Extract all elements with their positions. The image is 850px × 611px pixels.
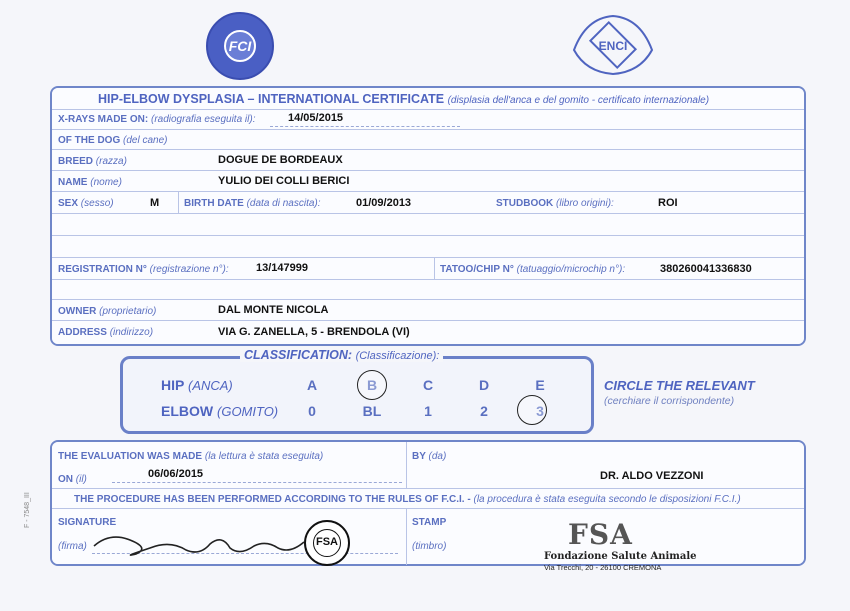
- elbow-grade-3: 3: [536, 403, 544, 419]
- xray-label: X-RAYS MADE ON: (radiografia eseguita il):: [58, 114, 256, 125]
- procedure-row: THE PROCEDURE HAS BEEN PERFORMED ACCORDING TO THE RULES OF F.C.I. - (la procedura è stata eseguita secondo le disposizioni F.C.I.): [52, 488, 804, 508]
- elbow-grade-0: 0: [308, 403, 316, 419]
- handwritten-signature: [90, 526, 310, 562]
- fsa-address: Via Trecchi, 20 - 26100 CREMONA: [544, 563, 662, 572]
- circle-note: CIRCLE THE RELEVANT: [604, 378, 755, 393]
- hip-grade-c: C: [422, 377, 434, 393]
- elbow-grade-2: 2: [480, 403, 488, 419]
- registration-row: REGISTRATION N° (registrazione n°): 13/147999 TATOO/CHIP N° (tatuaggio/microchip n°): 380260041336830: [52, 257, 804, 279]
- xray-value: 14/05/2015: [288, 112, 344, 124]
- breed-value: DOGUE DE BORDEAUX: [218, 154, 343, 166]
- owner-row: OWNER (proprietario) DAL MONTE NICOLA: [52, 299, 804, 320]
- xray-row: [52, 110, 804, 129]
- studbook-value: ROI: [658, 197, 678, 209]
- chip-value: 380260041336830: [660, 263, 752, 275]
- dog-details-frame: [50, 86, 806, 346]
- elbow-label: ELBOW (GOMITO): [161, 403, 279, 419]
- evaluation-row: THE EVALUATION WAS MADE (la lettura è stata eseguita) ON (il) 06/06/2015 BY (da) DR. ALDO VEZZONI: [52, 442, 804, 488]
- sex-value: M: [150, 197, 160, 209]
- hip-grade-e: E: [535, 377, 545, 393]
- signature-stamp: FSA: [304, 520, 350, 566]
- fsa-logo: FSA: [568, 518, 633, 551]
- sex-birth-row: SEX (sesso) M BIRTH DATE (data di nascita): 01/09/2013 STUDBOOK (libro origini): ROI: [52, 191, 804, 213]
- breed-row: BREED (razza) DOGUE DE BORDEAUX: [52, 149, 804, 170]
- signature-row: SIGNATURE (firma) STAMP (timbro): [52, 508, 804, 564]
- classification-box: [120, 356, 594, 434]
- enci-logo: [566, 10, 660, 80]
- classification-title: CLASSIFICATION: (Classificazione):: [240, 348, 443, 362]
- registration-value: 13/147999: [256, 262, 308, 274]
- name-row: NAME (nome) YULIO DEI COLLI BERICI: [52, 170, 804, 191]
- title-bar: [52, 88, 804, 110]
- hip-label: HIP (ANCA): [161, 377, 233, 393]
- certificate-title: HIP-ELBOW DYSPLASIA – INTERNATIONAL CERTIFICATE (displasia dell'anca e del gomito - certificato internazionale): [98, 92, 710, 106]
- evaluator-name: DR. ALDO VEZZONI: [600, 470, 704, 482]
- owner-value: DAL MONTE NICOLA: [218, 304, 329, 316]
- form-code: F - 7548_III: [24, 492, 31, 528]
- name-value: YULIO DEI COLLI BERICI: [218, 175, 350, 187]
- address-value: VIA G. ZANELLA, 5 - BRENDOLA (VI): [218, 326, 410, 338]
- fci-logo: FCI: [206, 12, 274, 80]
- dog-section-row: OF THE DOG (del cane): [52, 129, 804, 149]
- address-row: ADDRESS (indirizzo) VIA G. ZANELLA, 5 - BRENDOLA (VI): [52, 320, 804, 344]
- birth-value: 01/09/2013: [356, 197, 412, 209]
- evaluation-date: 06/06/2015: [148, 468, 204, 480]
- fsa-name: Fondazione Salute Animale: [544, 551, 697, 562]
- elbow-selected-stamp: [517, 395, 547, 425]
- svg-text:ENCI: ENCI: [598, 39, 628, 53]
- hip-grade-a: A: [306, 377, 318, 393]
- elbow-grade-bl: BL: [362, 403, 382, 419]
- hip-grade-d: D: [478, 377, 490, 393]
- hip-grade-b: B: [366, 377, 378, 393]
- circle-note-sub: (cerchiare il corrispondente): [604, 395, 735, 407]
- elbow-grade-1: 1: [424, 403, 432, 419]
- hip-selected-stamp: [357, 370, 387, 400]
